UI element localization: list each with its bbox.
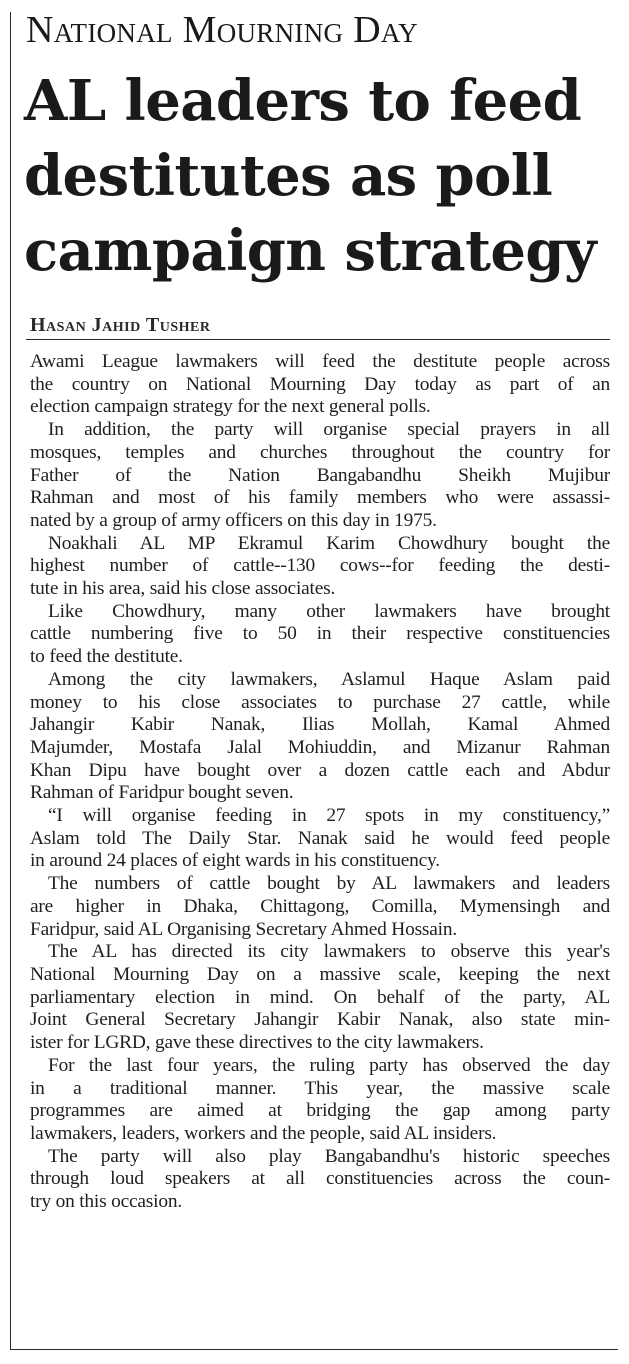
article-paragraph	[30, 351, 610, 419]
paragraph-line: Khan Dipu have bought over a dozen cattle each and Abdur	[30, 759, 610, 781]
paragraph-line: money to his close associates to purchase 27 cattle, while	[30, 691, 610, 713]
byline-divider	[26, 339, 610, 340]
article-paragraph	[30, 941, 610, 1055]
article-kicker: National Mourning Day	[26, 9, 418, 51]
paragraph-line: Among the city lawmakers, Aslamul Haque Aslam paid	[48, 668, 610, 690]
paragraph-line: Noakhali AL MP Ekramul Karim Chowdhury bought the	[48, 532, 610, 554]
paragraph-line: election campaign strategy for the next general polls.	[30, 396, 431, 418]
paragraph-line: Majumder, Mostafa Jalal Mohiuddin, and Mizanur Rahman	[30, 736, 610, 758]
paragraph-line: The numbers of cattle bought by AL lawmakers and leaders	[48, 873, 610, 895]
article-paragraph	[30, 1055, 610, 1146]
paragraph-line: For the last four years, the ruling party has observed the day	[48, 1054, 610, 1076]
left-column-rule	[10, 12, 11, 1350]
article-paragraph	[30, 669, 610, 805]
paragraph-line: highest number of cattle--130 cows--for feeding the desti-	[30, 555, 610, 577]
paragraph-line: Awami League lawmakers will feed the destitute people across	[30, 351, 610, 372]
paragraph-line: “I will organise feeding in 27 spots in my constituency,”	[48, 805, 610, 827]
paragraph-line: nated by a group of army officers on this day in 1975.	[30, 509, 437, 531]
paragraph-line: ister for LGRD, gave these directives to the city lawmakers.	[30, 1032, 484, 1054]
paragraph-line: in around 24 places of eight wards in his constituency.	[30, 850, 440, 872]
headline-line: destitutes as poll	[24, 143, 553, 209]
paragraph-line: Like Chowdhury, many other lawmakers have brought	[48, 600, 610, 622]
paragraph-line: programmes are aimed at bridging the gap among party	[30, 1100, 610, 1122]
article-paragraph	[30, 533, 610, 601]
paragraph-line: tute in his area, said his close associates.	[30, 578, 336, 600]
article-byline: Hasan Jahid Tusher	[30, 314, 211, 336]
bottom-rule	[10, 1349, 618, 1350]
paragraph-line: The AL has directed its city lawmakers to observe this year's	[48, 941, 610, 963]
paragraph-line: Faridpur, said AL Organising Secretary Ahmed Hossain.	[30, 918, 457, 940]
paragraph-line: Jahangir Kabir Nanak, Ilias Mollah, Kamal Ahmed	[30, 714, 610, 736]
paragraph-line: Rahman of Faridpur bought seven.	[30, 782, 294, 804]
article-paragraph	[30, 873, 610, 941]
paragraph-line: to feed the destitute.	[30, 646, 183, 668]
paragraph-line: Rahman and most of his family members who were assassi-	[30, 487, 610, 509]
paragraph-line: the country on National Mourning Day today as part of an	[30, 373, 610, 395]
paragraph-line: through loud speakers at all constituencies across the coun-	[30, 1168, 610, 1190]
paragraph-line: In addition, the party will organise special prayers in all	[48, 419, 610, 441]
article-paragraph	[30, 1146, 610, 1214]
paragraph-line: in a traditional manner. This year, the massive scale	[30, 1077, 610, 1099]
paragraph-line: are higher in Dhaka, Chittagong, Comilla, Mymensingh and	[30, 895, 610, 917]
headline-line: AL leaders to feed	[24, 68, 582, 134]
paragraph-line: try on this occasion.	[30, 1191, 182, 1213]
article-paragraph	[30, 805, 610, 873]
paragraph-line: National Mourning Day on a massive scale, keeping the next	[30, 963, 610, 985]
paragraph-line: lawmakers, leaders, workers and the people, said AL insiders.	[30, 1122, 497, 1144]
headline-line: campaign strategy	[24, 218, 596, 284]
article-paragraph	[30, 601, 610, 669]
paragraph-line: Aslam told The Daily Star. Nanak said he would feed people	[30, 827, 610, 849]
paragraph-line: cattle numbering five to 50 in their respective constituencies	[30, 623, 610, 645]
paragraph-line: The party will also play Bangabandhu's historic speeches	[48, 1145, 610, 1167]
paragraph-line: mosques, temples and churches throughout the country for	[30, 441, 610, 463]
article-paragraph	[30, 419, 610, 533]
paragraph-line: Joint General Secretary Jahangir Kabir Nanak, also state min-	[30, 1009, 610, 1031]
article-headline	[24, 64, 624, 289]
paragraph-line: parliamentary election in mind. On behalf of the party, AL	[30, 986, 610, 1008]
paragraph-line: Father of the Nation Bangabandhu Sheikh Mujibur	[30, 464, 610, 486]
article-body	[30, 344, 610, 1214]
